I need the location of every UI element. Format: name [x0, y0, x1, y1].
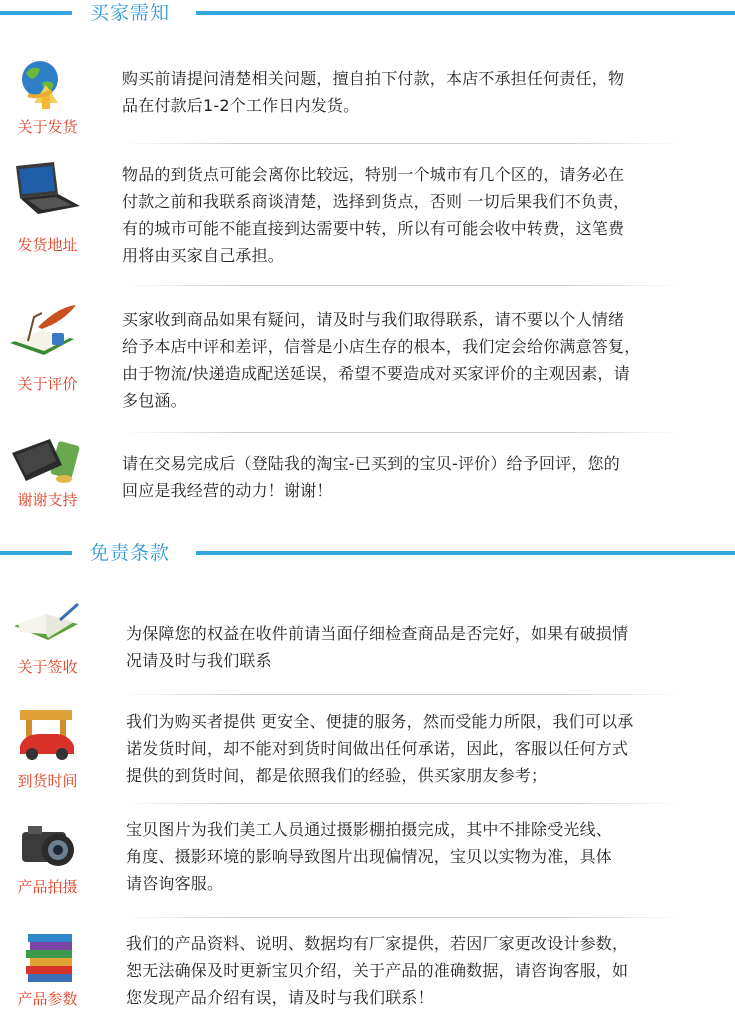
text-line: 买家收到商品如果有疑问，请及时与我们取得联系，请不要以个人情绪 — [122, 310, 625, 329]
text-line: 多包涵。 — [122, 391, 187, 410]
notice-text — [122, 450, 620, 504]
text-line: 恕无法确保及时更新宝贝介绍，关于产品的准确数据，请咨询客服，如 — [126, 961, 629, 980]
header-line-right — [196, 11, 735, 15]
notice-item-address — [0, 150, 735, 285]
text-line: 诺发货时间，却不能对到货时间做出任何承诺，因此，客服以任何方式 — [126, 739, 629, 758]
notice-item-thanks — [0, 435, 735, 520]
icon-label: 发货地址 — [17, 236, 78, 254]
notebook-icon — [8, 303, 83, 363]
disclaimer-item-receipt — [0, 598, 735, 693]
text-line: 品在付款后1-2个工作日内发货。 — [122, 96, 360, 115]
text-line: 提供的到货时间，都是依照我们的经验，供买家朋友参考； — [126, 766, 548, 785]
icon-label: 关于评价 — [17, 375, 78, 393]
text-line: 况请及时与我们联系 — [126, 651, 272, 670]
notice-item-review — [0, 295, 735, 425]
text-line: 回应是我经营的动力！谢谢！ — [122, 481, 333, 500]
text-line: 物品的到货点可能会离你比较远，特别一个城市有几个区的，请务必在 — [122, 165, 625, 184]
camera-icon — [18, 822, 93, 882]
header-line-left — [0, 11, 72, 15]
globe-icon — [12, 55, 87, 115]
text-line: 请在交易完成后（登陆我的淘宝-已买到的宝贝-评价）给予回评，您的 — [122, 454, 620, 473]
disclaimer-item-photography — [0, 810, 735, 915]
text-line: 给予本店中评和差评，信誉是小店生存的根本，我们定会给你满意答复， — [122, 337, 641, 356]
text-line: 为保障您的权益在收件前请当面仔细检查商品是否完好，如果有破损情 — [126, 624, 629, 643]
text-line: 宝贝图片为我们美工人员通过摄影棚拍摄完成，其中不排除受光线、 — [126, 820, 613, 839]
text-line: 我们为购买者提供 更安全、便捷的服务，然而受能力所限，我们可以承 — [126, 712, 634, 731]
text-line: 用将由买家自己承担。 — [122, 246, 285, 265]
notice-text — [126, 816, 612, 897]
header-line-right — [196, 551, 735, 555]
text-line: 角度、摄影环境的影响导致图片出现偏情况，宝贝以实物为准，具体 — [126, 847, 613, 866]
text-line: 付款之前和我联系商谈清楚，选择到货点，否则 一切后果我们不负责， — [122, 192, 630, 211]
car-icon — [14, 706, 89, 766]
text-line: 我们的产品资料、说明、数据均有厂家提供，若因厂家更改设计参数， — [126, 934, 629, 953]
divider — [122, 917, 682, 918]
laptop-icon — [10, 162, 85, 222]
notice-text — [122, 306, 640, 414]
icon-label: 关于发货 — [17, 118, 78, 136]
section-header-disclaimer — [0, 540, 735, 570]
icon-label: 到货时间 — [17, 772, 78, 790]
text-line: 有的城市可能不能直接到达需要中转，所以有可能会收中转费，这笔费 — [122, 219, 625, 238]
divider — [122, 143, 682, 144]
divider — [122, 285, 682, 286]
divider — [122, 694, 682, 695]
divider — [122, 432, 682, 433]
text-line: 购买前请提问清楚相关问题，擅自拍下付款，本店不承担任何责任，物 — [122, 69, 625, 88]
notice-text — [126, 708, 634, 789]
divider — [122, 803, 682, 804]
icon-label: 关于签收 — [17, 658, 78, 676]
notice-text — [122, 65, 624, 119]
header-line-left — [0, 551, 72, 555]
section-header-buyer-notice — [0, 0, 735, 30]
wallet-icon — [10, 435, 85, 495]
disclaimer-item-delivery-time — [0, 700, 735, 805]
text-line: 请咨询客服。 — [126, 874, 224, 893]
icon-label: 产品参数 — [17, 990, 78, 1008]
notice-text — [122, 161, 630, 269]
open-book-icon — [12, 600, 87, 660]
icon-label: 产品拍摄 — [17, 878, 78, 896]
text-line: 您发现产品介绍有误，请及时与我们联系！ — [126, 988, 434, 1007]
notice-text — [126, 620, 628, 674]
notice-item-shipping — [0, 50, 735, 145]
disclaimer-item-parameters — [0, 922, 735, 1015]
section-title: 免责条款 — [90, 542, 171, 564]
section-title: 买家需知 — [90, 2, 171, 24]
notice-text — [126, 930, 628, 1011]
text-line: 由于物流/快递造成配送延误，希望不要造成对买家评价的主观因素，请 — [122, 364, 630, 383]
icon-label: 谢谢支持 — [17, 491, 78, 509]
books-icon — [18, 930, 93, 990]
